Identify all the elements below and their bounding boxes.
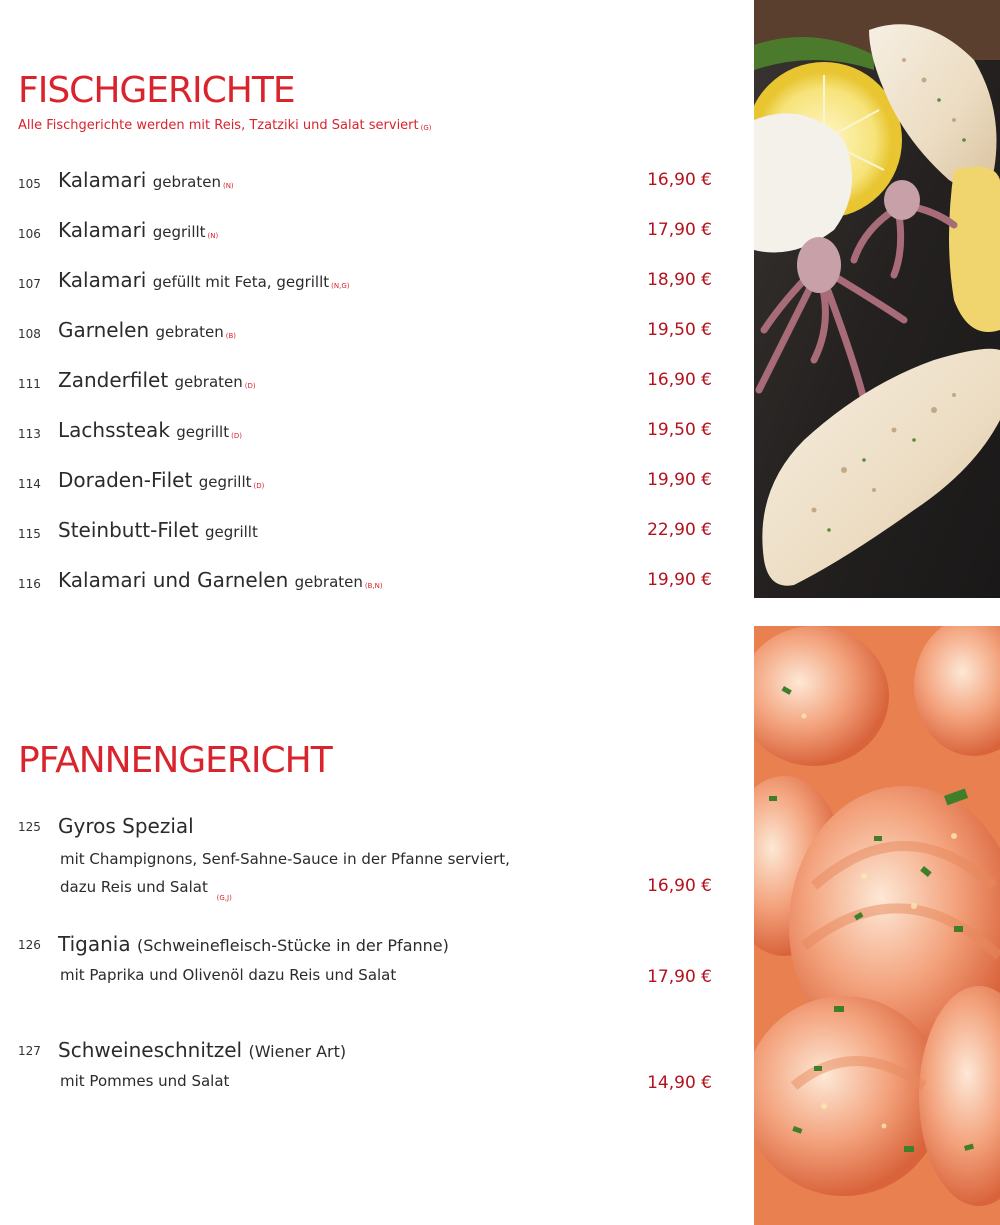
menu-item [0,468,720,498]
calamari-photo [754,0,1000,598]
item-number: 116 [18,577,41,591]
item-name [58,932,449,956]
item-number: 108 [18,327,41,341]
item-title: Kalamari [58,168,147,192]
item-title: Tigania [58,932,131,956]
menu-item [0,568,720,598]
item-number: 127 [18,1044,41,1058]
section-note [18,118,432,133]
item-name [58,368,256,392]
item-desc: gegrillt [198,473,252,491]
item-name [58,518,260,542]
item-title: Schweineschnitzel [58,1038,243,1062]
item-description-line2 [60,878,232,902]
allergen-code: (D) [231,432,242,440]
allergen-code: (N,G) [331,282,350,290]
item-desc: gegrillt [176,423,230,441]
item-price: 17,90 € [647,967,712,987]
allergen-code: (D) [253,482,265,490]
item-title: Kalamari [58,268,147,292]
allergen-code: (D) [244,382,256,390]
item-number: 106 [18,227,41,241]
item-number: 115 [18,527,41,541]
shrimp-photo [754,626,1000,1225]
section-title-fischgerichte: FISCHGERICHTE [18,70,295,111]
section-note-text: Alle Fischgerichte werden mit Reis, Tzatziki und Salat serviert [18,118,419,133]
item-desc: gegrillt [152,223,206,241]
item-price: 16,90 € [647,370,712,390]
item-number: 126 [18,938,41,952]
menu-item [0,518,720,548]
item-title: Kalamari [58,218,147,242]
menu-item [0,218,720,248]
item-price: 19,50 € [647,320,712,340]
item-name [58,814,194,838]
item-desc: gebraten [155,323,224,341]
item-title: Lachssteak [58,418,170,442]
item-name [58,1038,346,1062]
item-description: mit Pommes und Salat [60,1072,230,1090]
item-desc: gebraten [174,373,243,391]
item-title: Gyros Spezial [58,814,194,838]
menu-item [0,268,720,298]
item-title: Garnelen [58,318,150,342]
menu-item [0,168,720,198]
item-name [58,318,236,342]
item-name [58,268,350,292]
item-desc: gefüllt mit Feta, gegrillt [152,273,330,291]
item-number: 107 [18,277,41,291]
item-price: 22,90 € [647,520,712,540]
item-desc: gebraten [152,173,221,191]
item-subtitle: (Schweinefleisch-Stücke in der Pfanne) [136,936,449,955]
menu-item [0,1038,720,1108]
allergen-code: (N) [207,232,219,240]
section-title-pfannengericht: PFANNENGERICHT [18,740,332,781]
item-title: Doraden-Filet [58,468,193,492]
menu-item [0,418,720,448]
allergen-code: (G) [420,124,432,132]
item-description-text: dazu Reis und Salat [60,878,208,896]
item-name [58,568,383,592]
item-description: mit Champignons, Senf-Sahne-Sauce in der Pfanne serviert, [60,850,510,868]
item-price: 16,90 € [647,170,712,190]
allergen-code: (G,J) [216,894,232,902]
menu-item [0,932,720,1002]
item-number: 111 [18,377,41,391]
item-desc: gegrillt [205,523,258,541]
allergen-code: (B,N) [364,582,383,590]
item-price: 19,50 € [647,420,712,440]
menu-item [0,318,720,348]
item-number: 105 [18,177,41,191]
item-title: Zanderfilet [58,368,169,392]
item-desc: gebraten [294,573,363,591]
item-number: 125 [18,820,41,834]
item-price: 14,90 € [647,1073,712,1093]
item-number: 114 [18,477,41,491]
item-name [58,418,242,442]
item-name [58,468,264,492]
item-title: Kalamari und Garnelen [58,568,289,592]
item-price: 18,90 € [647,270,712,290]
item-price: 17,90 € [647,220,712,240]
allergen-code: (B) [225,332,237,340]
item-subtitle: (Wiener Art) [248,1042,347,1061]
menu-item [0,814,720,914]
item-name [58,168,234,192]
item-title: Steinbutt-Filet [58,518,199,542]
allergen-code: (N) [222,182,234,190]
item-number: 113 [18,427,41,441]
item-description: mit Paprika und Olivenöl dazu Reis und Salat [60,966,397,984]
item-price: 19,90 € [647,470,712,490]
menu-item [0,368,720,398]
item-name [58,218,218,242]
item-price: 19,90 € [647,570,712,590]
item-price: 16,90 € [647,876,712,896]
